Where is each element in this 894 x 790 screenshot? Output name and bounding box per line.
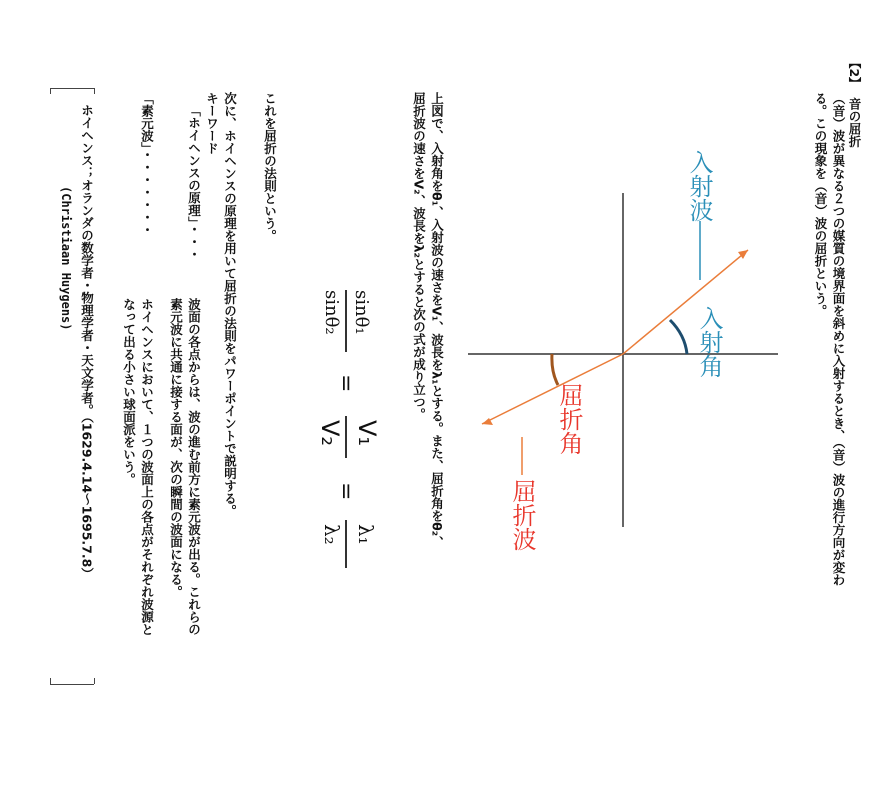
incident-wave-label: 入射波	[685, 150, 713, 222]
note-bracket-bottom-right	[94, 678, 95, 684]
keyword-label: キーワード	[204, 92, 220, 155]
note-bracket-top-right	[94, 88, 95, 94]
refraction-angle-label: 屈折角	[555, 383, 583, 455]
note-bracket-bottom	[50, 684, 94, 685]
element-wave-def-1: ホイヘンスにおいて、１つの波面上の各点がそれぞれ波源と	[139, 298, 155, 636]
section-number: 【2】	[847, 56, 862, 90]
element-wave-term: 「素元波」・・・・・・・	[139, 92, 155, 236]
explanation-line-1: 上図で、入射角をθ₁、入射波の速さをV₁、波長をλ₁とする。また、屈折角をθ₂、	[429, 92, 445, 549]
formula-eq-1: =	[333, 374, 358, 393]
note-line-2: (Christiaan Huygens)	[59, 186, 73, 331]
note-bracket-top-left	[50, 88, 51, 94]
note-line-1: ホイヘンス；オランダの数学者・物理学者・天文学者。（1629.4.14〜1695.7.8）	[79, 104, 95, 580]
formula-sin1: sinθ₁	[351, 290, 372, 335]
intro-line-2: る。この現象を（音）波の屈折という。	[813, 92, 828, 317]
formula-bar-3	[345, 520, 347, 568]
incident-angle-label: 入射角	[695, 306, 723, 378]
note-bracket-top	[50, 88, 94, 89]
formula-bar-2	[345, 416, 347, 458]
formula-sin2: sinθ₂	[321, 290, 342, 335]
explanation-line-2: 屈折波の速さをV₂、波長をλ₂とすると次の式が成り立つ。	[411, 92, 427, 421]
next-line-1: 次に、ホイヘンスの原理を用いて屈折の法則をパワーポイントで説明する。	[222, 92, 238, 517]
section-title: 音の屈折	[847, 97, 862, 148]
huygens-term: 「ホイヘンスの原理」・・・	[186, 104, 202, 261]
formula-eq-2: =	[333, 482, 358, 501]
formula-l1: λ₁	[354, 524, 378, 545]
formula-v1: V₁	[353, 420, 381, 447]
incident-ray	[623, 250, 748, 354]
huygens-def-2: 素元波に共通に接する面が、次の瞬間の波面になる。	[168, 298, 184, 598]
intro-line-1: （音）波が異なる２つの媒質の境界面を斜めに入射するとき、（音）波の進行方向が変わ	[831, 92, 846, 586]
refracted-wave-label: 屈折波	[508, 479, 536, 551]
incident-angle-arc	[670, 320, 687, 354]
formula-l2: λ₂	[320, 524, 344, 545]
formula-bar-1	[345, 290, 347, 352]
element-wave-def-2: なって出る小さい球面派をいう。	[121, 298, 137, 486]
note-bracket-bottom-left	[50, 678, 51, 684]
refraction-angle-arc	[552, 354, 558, 385]
formula-v2: V₂	[316, 420, 344, 447]
huygens-def-1: 波面の各点からは、波の進む前方に素元波が出る。これらの	[186, 298, 202, 636]
law-statement: これを屈折の法則という。	[262, 92, 278, 242]
